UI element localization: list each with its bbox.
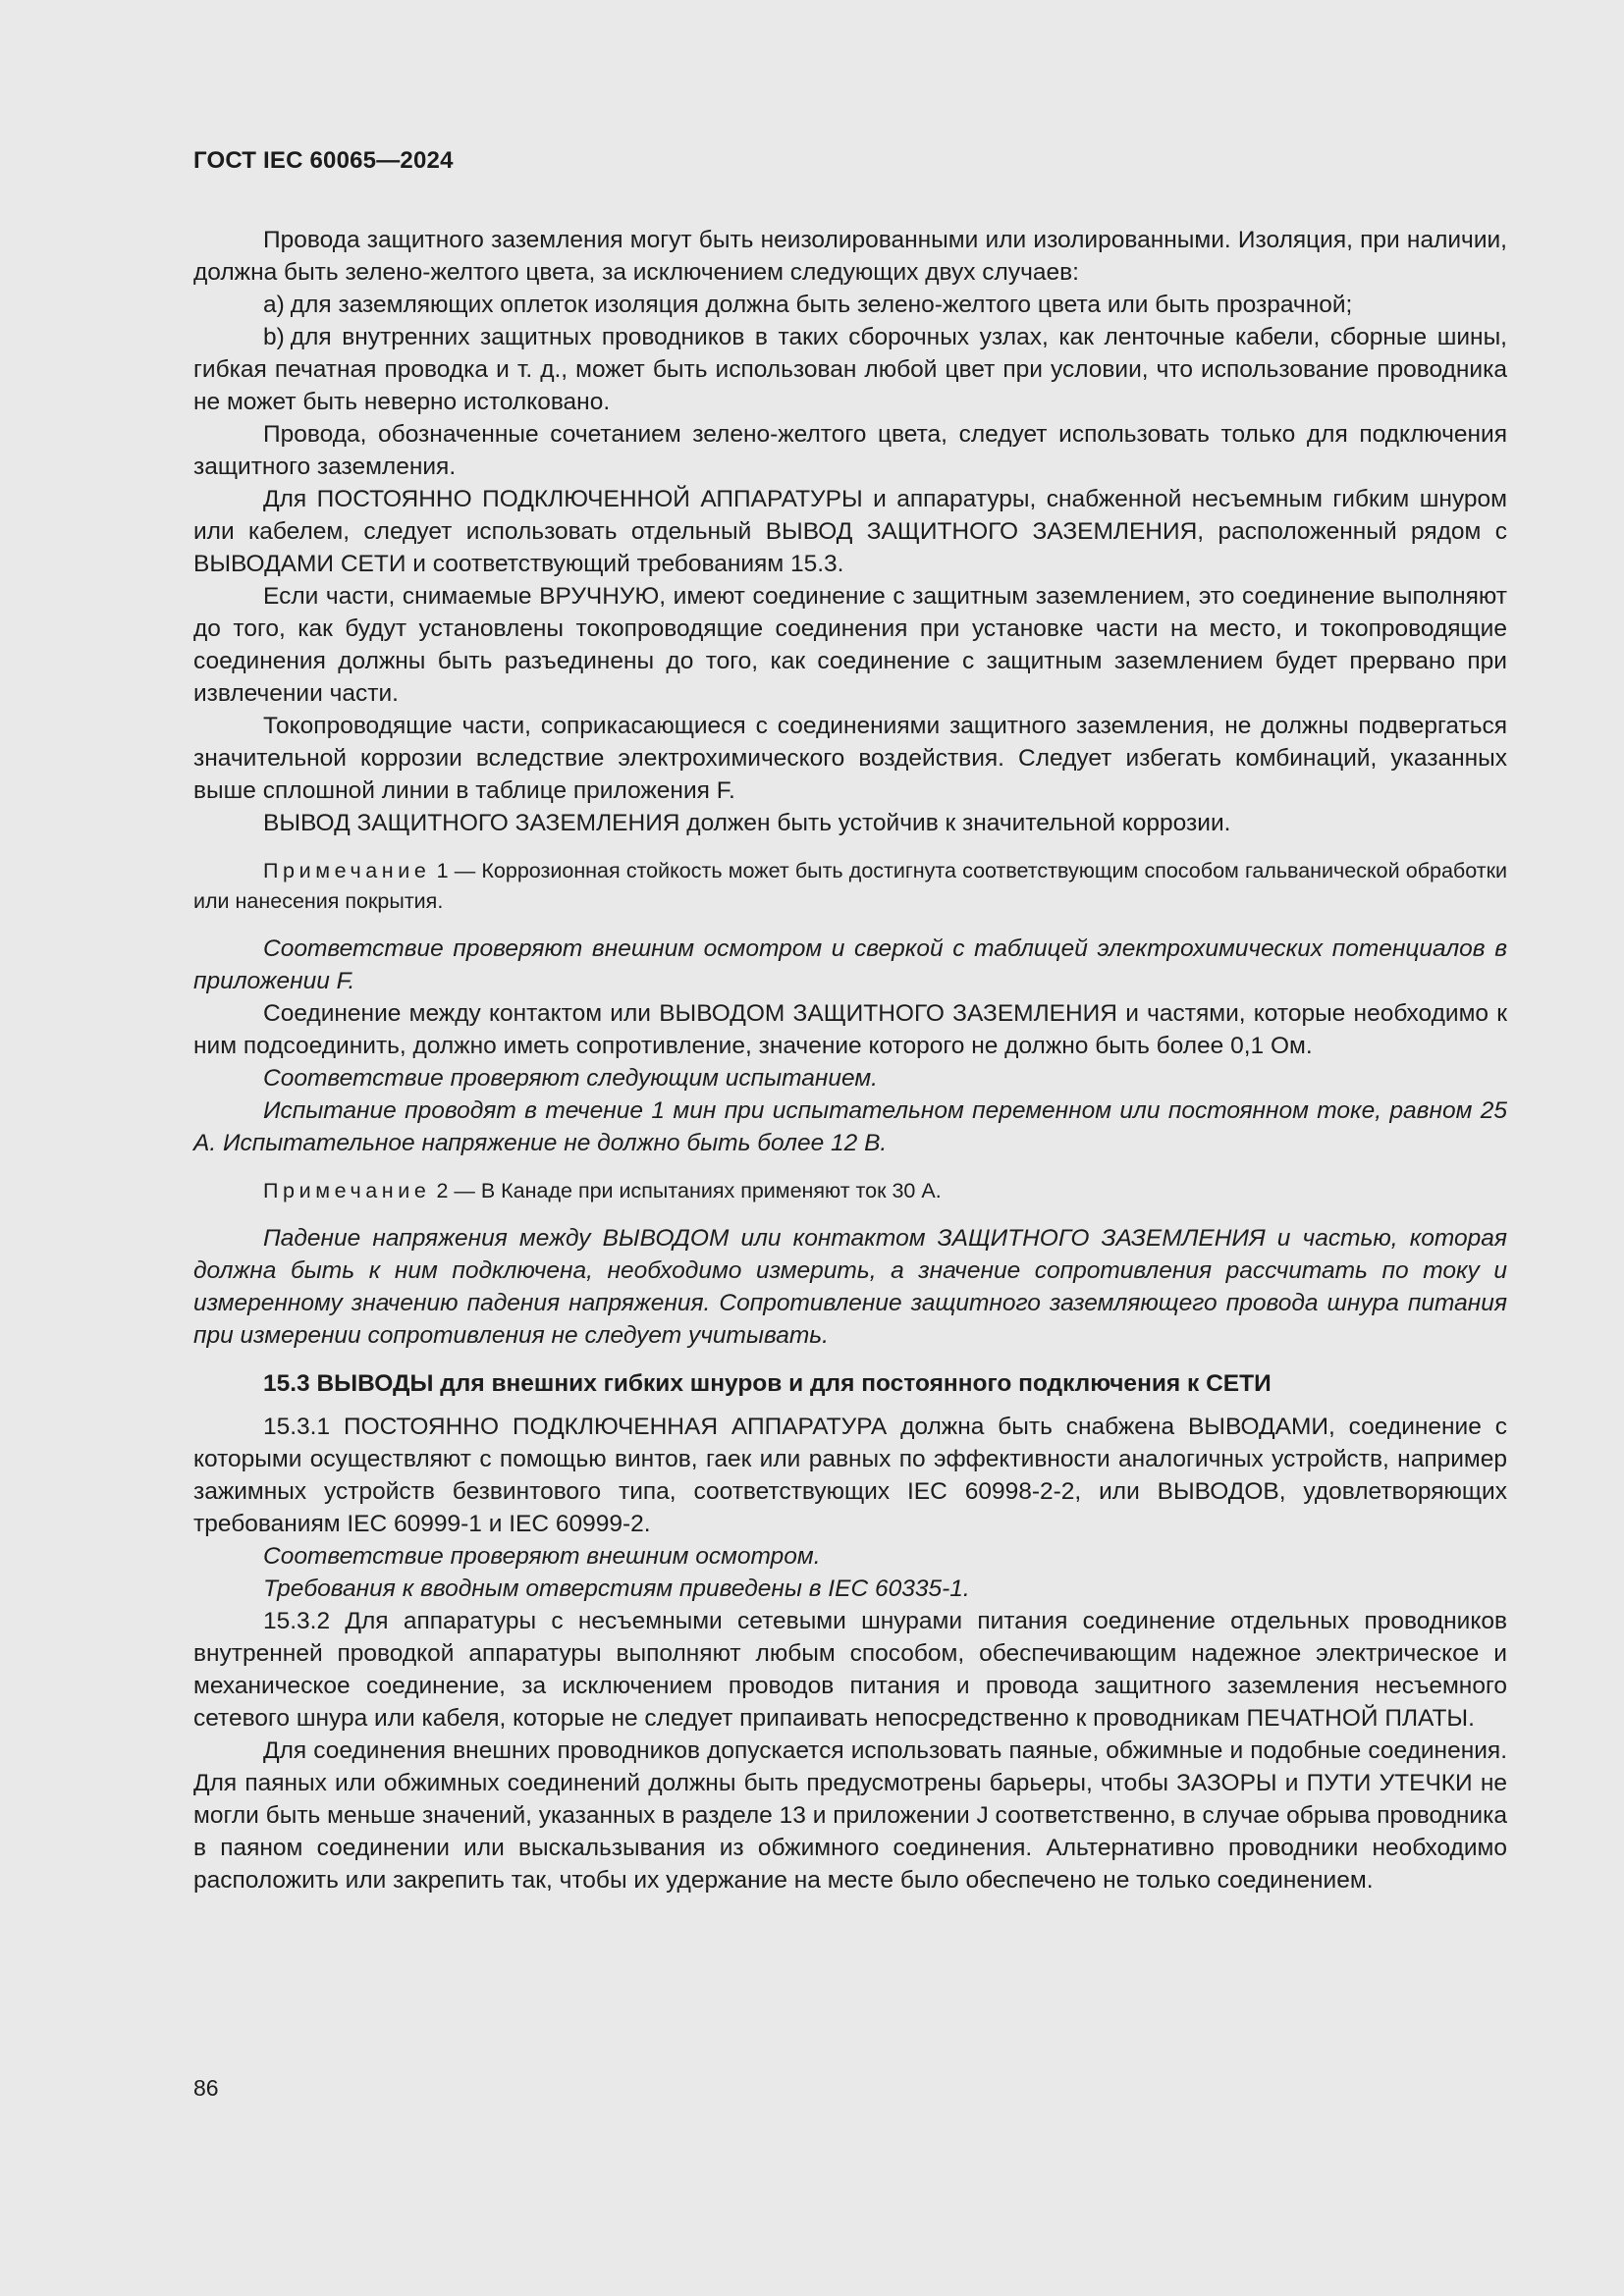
reference-paragraph: Требования к вводным отверстиям приведены в IEC 60335-1.	[263, 1575, 970, 1602]
note-text: 1 — Коррозионная стойкость может быть достигнута соответствующим способом гальванической обработки или нанесения покрытия.	[193, 859, 1507, 913]
note-text: 2 — В Канаде при испытаниях применяют ток 30 А.	[436, 1179, 942, 1202]
note-2	[193, 1176, 1507, 1206]
test-paragraph: Испытание проводят в течение 1 мин при испытательном переменном или постоянном токе, равном 25 А. Испытательное напряжение не должно быть более 12 В.	[193, 1097, 1507, 1156]
list-item	[193, 321, 1507, 418]
paragraph: Провода защитного заземления могут быть неизолированными или изолированными. Изоляция, при наличии, должна быть зелено-желтого цвета, за исключением следующих двух случаев:	[193, 227, 1507, 286]
note-label: Примечание	[263, 1179, 431, 1202]
list-item	[193, 289, 1507, 321]
paragraph: 15.3.1 ПОСТОЯННО ПОДКЛЮЧЕННАЯ АППАРАТУРА должна быть снабжена ВЫВОДАМИ, соединение с которыми осуществляют с помощью винтов, гаек или равных по эффективности аналогичных устройств, например зажимных устройств безвинтового типа, соответствующих IEC 60998-2-2, или ВЫВОДОВ, удовлетворяющих требованиям IEC 60999-1 и IEC 60999-2.	[193, 1414, 1507, 1537]
section-heading: 15.3 ВЫВОДЫ для внешних гибких шнуров и для постоянного подключения к СЕТИ	[263, 1370, 1272, 1397]
paragraph: Токопроводящие части, соприкасающиеся с соединениями защитного заземления, не должны подвергаться значительной коррозии вследствие электрохимического воздействия. Следует избегать комбинаций, указанных выше сплошной линии в таблице приложения F.	[193, 713, 1507, 804]
test-paragraph: Падение напряжения между ВЫВОДОМ или контактом ЗАЩИТНОГО ЗАЗЕМЛЕНИЯ и частью, которая должна быть к ним подключена, необходимо измерить, а значение сопротивления рассчитать по току и измеренному значению падения напряжения. Сопротивление защитного заземляющего провода шнура питания при измерении сопротивления не следует учитывать.	[193, 1225, 1507, 1349]
page-number: 86	[193, 2075, 219, 2101]
list-marker: a)	[263, 292, 285, 318]
page-content	[193, 224, 1507, 1896]
note-1	[193, 856, 1507, 917]
paragraph: ВЫВОД ЗАЩИТНОГО ЗАЗЕМЛЕНИЯ должен быть устойчив к значительной коррозии.	[263, 810, 1231, 836]
paragraph: Провода, обозначенные сочетанием зелено-желтого цвета, следует использовать только для подключения защитного заземления.	[193, 421, 1507, 480]
paragraph: Соединение между контактом или ВЫВОДОМ ЗАЩИТНОГО ЗАЗЕМЛЕНИЯ и частями, которые необходимо к ним подсоединить, должно иметь сопротивление, значение которого не должно быть более 0,1 Ом.	[193, 1000, 1507, 1059]
note-label: Примечание	[263, 859, 431, 882]
paragraph: 15.3.2 Для аппаратуры с несъемными сетевыми шнурами питания соединение отдельных проводников внутренней проводкой аппаратуры выполняют любым способом, обеспечивающим надежное электрическое и механическое соединение, за исключением проводов питания и провода защитного заземления несъемного сетевого шнура или кабеля, которые не следует припаивать непосредственно к проводникам ПЕЧАТНОЙ ПЛАТЫ.	[193, 1608, 1507, 1732]
paragraph: Для соединения внешних проводников допускается использовать паяные, обжимные и подобные соединения. Для паяных или обжимных соединений должны быть предусмотрены барьеры, чтобы ЗАЗОРЫ и ПУТИ УТЕЧКИ не могли быть меньше значений, указанных в разделе 13 и приложении J соответственно, в случае обрыва проводника в паяном соединении или выскальзывания из обжимного соединения. Альтернативно проводники необходимо расположить или закрепить так, чтобы их удержание на месте было обеспечено не только соединением.	[193, 1737, 1507, 1894]
document-header: ГОСТ IEC 60065—2024	[193, 147, 454, 174]
compliance-paragraph: Соответствие проверяют следующим испытанием.	[263, 1065, 878, 1092]
paragraph: Если части, снимаемые ВРУЧНУЮ, имеют соединение с защитным заземлением, это соединение выполняют до того, как будут установлены токопроводящие соединения при установке части на место, и токопроводящие соединения должны быть разъединены до того, как соединение с защитным заземлением будет прервано при извлечении части.	[193, 583, 1507, 707]
paragraph: Для ПОСТОЯННО ПОДКЛЮЧЕННОЙ АППАРАТУРЫ и аппаратуры, снабженной несъемным гибким шнуром или кабелем, следует использовать отдельный ВЫВОД ЗАЩИТНОГО ЗАЗЕМЛЕНИЯ, расположенный рядом с ВЫВОДАМИ СЕТИ и соответствующий требованиям 15.3.	[193, 486, 1507, 577]
list-marker: b)	[263, 324, 285, 350]
list-item-text: для внутренних защитных проводников в таких сборочных узлах, как ленточные кабели, сборные шины, гибкая печатная проводка и т. д., может быть использован любой цвет при условии, что использование проводника не может быть неверно истолковано.	[193, 324, 1507, 415]
compliance-paragraph: Соответствие проверяют внешним осмотром.	[263, 1543, 821, 1570]
list-item-text: для заземляющих оплеток изоляция должна быть зелено-желтого цвета или быть прозрачной;	[290, 292, 1353, 318]
compliance-paragraph: Соответствие проверяют внешним осмотром и сверкой с таблицей электрохимических потенциалов в приложении F.	[193, 935, 1507, 994]
